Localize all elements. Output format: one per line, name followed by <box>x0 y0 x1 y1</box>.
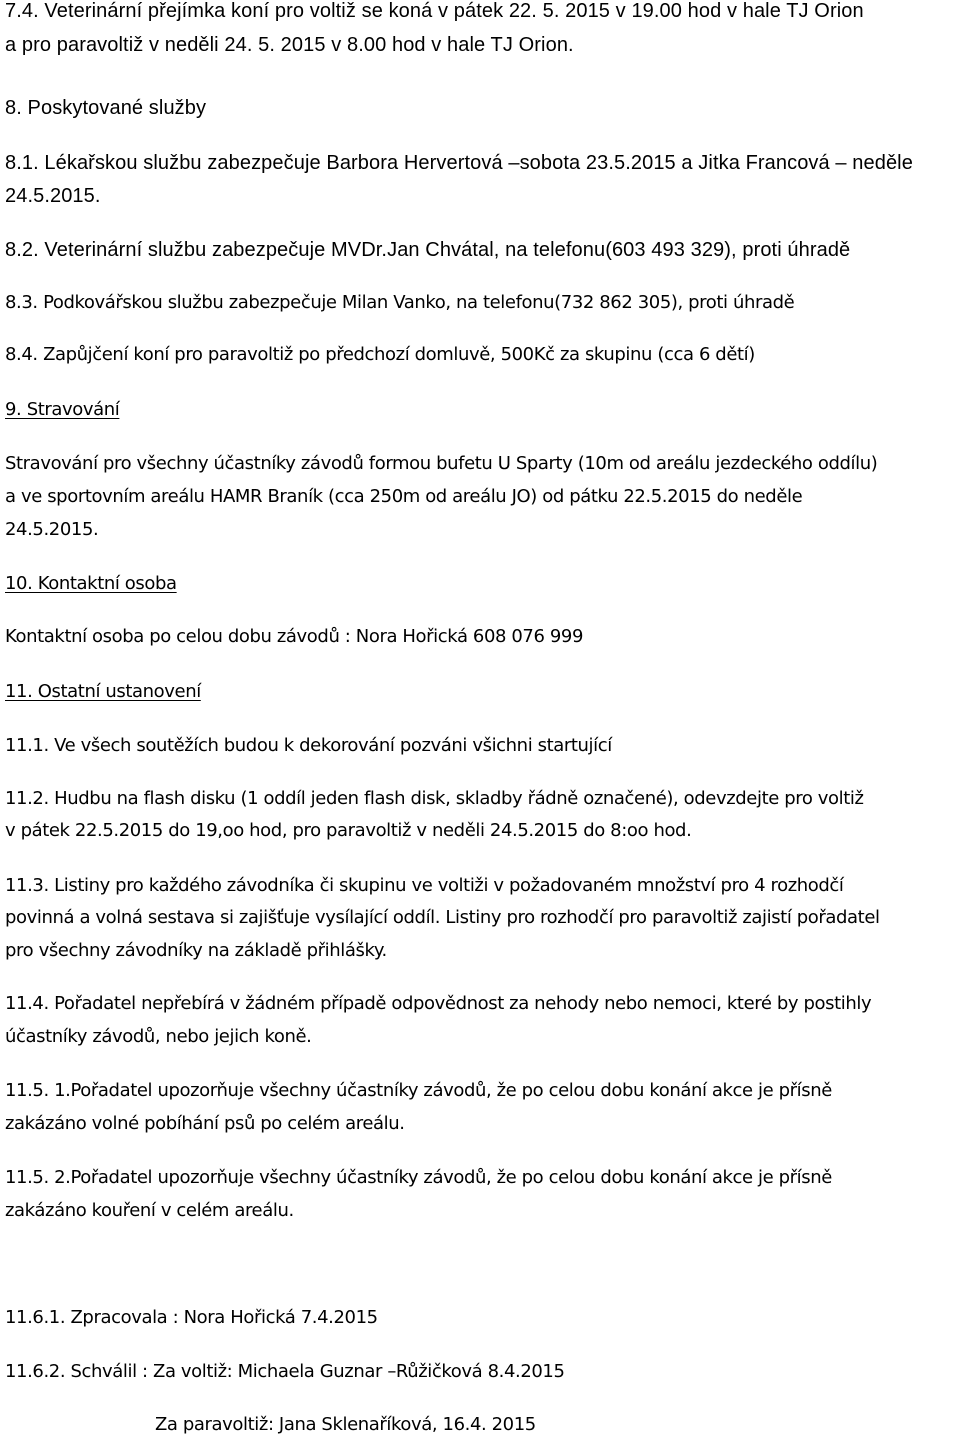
section-11-3-text: 11.3. Listiny pro každého závodníka či skupinu ve voltiži v požadovaném množství pro 4 rozhodčí <box>5 875 844 896</box>
section-11-5-2-text-cont: zakázáno kouření v celém areálu. <box>5 1200 294 1221</box>
section-9-text: Stravování pro všechny účastníky závodů formou bufetu U Sparty (10m od areálu jezdeckého oddílu) <box>5 453 878 474</box>
section-11-1-text: 11.1. Ve všech soutěžích budou k dekorování pozváni všichni startující <box>5 735 612 756</box>
section-9-text-cont: a ve sportovním areálu HAMR Braník (cca 250m od areálu JO) od pátku 22.5.2015 do neděle <box>5 486 803 507</box>
section-11-4-text-cont: účastníky závodů, nebo jejich koně. <box>5 1026 312 1047</box>
section-10-heading: 10. Kontaktní osoba <box>5 573 177 594</box>
section-11-6-2-text: 11.6.2. Schválil : Za voltiž: Michaela Guznar –Růžičková 8.4.2015 <box>5 1361 565 1382</box>
section-11-5-1-text: 11.5. 1.Pořadatel upozorňuje všechny účastníky závodů, že po celou dobu konání akce je přísně <box>5 1080 832 1101</box>
section-7-4-text: 7.4. Veterinární přejímka koní pro voltiž se koná v pátek 22. 5. 2015 v 19.00 hod v hale TJ Orion <box>5 0 864 22</box>
section-11-2-text-cont: v pátek 22.5.2015 do 19,oo hod, pro paravoltiž v neděli 24.5.2015 do 8:oo hod. <box>5 820 692 841</box>
section-8-1-text: 8.1. Lékařskou službu zabezpečuje Barbora Hervertová –sobota 23.5.2015 a Jitka Francová – neděle <box>5 152 913 174</box>
section-11-3-text-cont: povinná a volná sestava si zajišťuje vysílající oddíl. Listiny pro rozhodčí pro paravoltiž zajistí pořadatel <box>5 907 880 928</box>
section-8-4-text: 8.4. Zapůjčení koní pro paravoltiž po předchozí domluvě, 500Kč za skupinu (cca 6 dětí) <box>5 344 755 365</box>
section-11-3-text-cont-2: pro všechny závodníky na základě přihlášky. <box>5 940 387 961</box>
section-11-5-1-text-cont: zakázáno volné pobíhání psů po celém areálu. <box>5 1113 405 1134</box>
approval-paravoltiz-text: Za paravoltiž: Jana Sklenaříková, 16.4. 2015 <box>155 1414 536 1435</box>
section-8-3-text: 8.3. Podkovářskou službu zabezpečuje Milan Vanko, na telefonu(732 862 305), proti úhradě <box>5 292 795 313</box>
section-8-2-text: 8.2. Veterinární službu zabezpečuje MVDr.Jan Chvátal, na telefonu(603 493 329), proti úhradě <box>5 239 851 261</box>
section-7-4-text-cont: a pro paravoltiž v neděli 24. 5. 2015 v 8.00 hod v hale TJ Orion. <box>5 34 574 56</box>
section-11-6-1-text: 11.6.1. Zpracovala : Nora Hořická 7.4.2015 <box>5 1307 378 1328</box>
section-11-5-2-text: 11.5. 2.Pořadatel upozorňuje všechny účastníky závodů, že po celou dobu konání akce je přísně <box>5 1167 832 1188</box>
section-8-1-text-cont: 24.5.2015. <box>5 185 101 207</box>
section-11-4-text: 11.4. Pořadatel nepřebírá v žádném případě odpovědnost za nehody nebo nemoci, které by postihly <box>5 993 872 1014</box>
section-9-text-cont-2: 24.5.2015. <box>5 519 99 540</box>
section-11-2-text: 11.2. Hudbu na flash disku (1 oddíl jeden flash disk, skladby řádně označené), odevzdejte pro voltiž <box>5 788 864 809</box>
section-10-text: Kontaktní osoba po celou dobu závodů : Nora Hořická 608 076 999 <box>5 626 584 647</box>
section-8-heading: 8. Poskytované služby <box>5 97 207 119</box>
section-11-heading: 11. Ostatní ustanovení <box>5 681 201 702</box>
section-9-heading: 9. Stravování <box>5 399 120 420</box>
